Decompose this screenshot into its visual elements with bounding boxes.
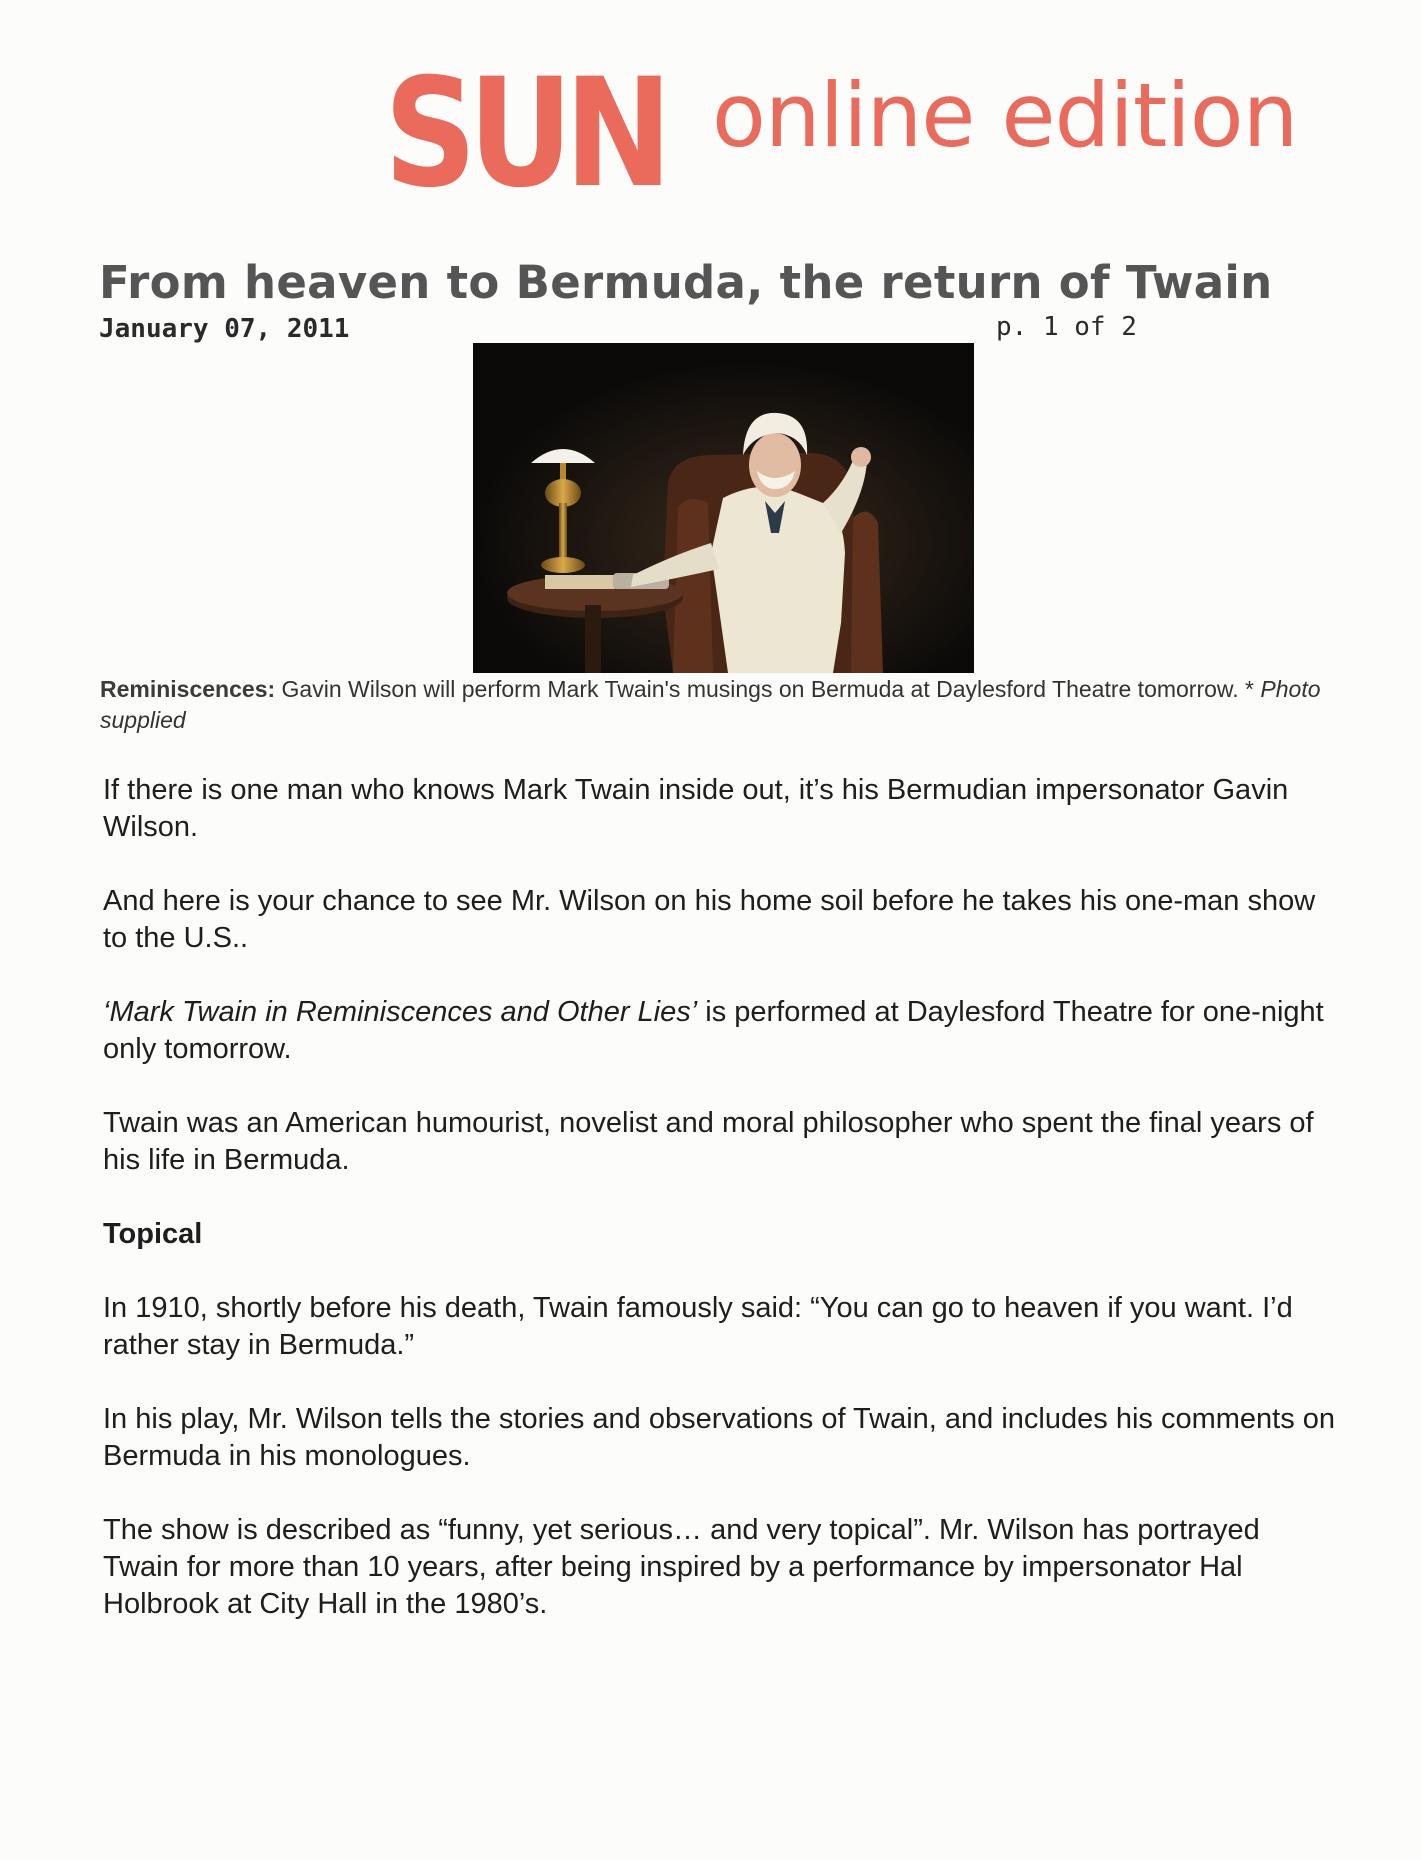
play-title: ‘Mark Twain in Reminiscences and Other Lies’ — [103, 996, 698, 1028]
paragraph-text: is performed at Daylesford Theatre for one-night only tomorrow. — [103, 996, 1324, 1065]
sun-logo: SUN — [384, 47, 664, 221]
section-subheading: Topical — [103, 1218, 203, 1250]
paragraph: In his play, Mr. Wilson tells the stories and observations of Twain, and includes his comments on Bermuda in his monologues. — [103, 1403, 1336, 1472]
caption-lead: Reminiscences: — [100, 676, 276, 702]
paragraph — [103, 994, 1343, 1068]
paragraph: And here is your chance to see Mr. Wilson on his home soil before he takes his one-man show to the U.S.. — [103, 885, 1316, 954]
twain-performer-image — [473, 343, 974, 673]
paragraph: If there is one man who knows Mark Twain inside out, it’s his Bermudian impersonator Gavin Wilson. — [103, 774, 1289, 843]
photo-caption — [100, 674, 1330, 736]
edition-label: online edition — [712, 64, 1298, 167]
article-headline: From heaven to Bermuda, the return of Twain — [99, 256, 1273, 309]
paragraph: Twain was an American humourist, novelist and moral philosopher who spent the final years of his life in Bermuda. — [103, 1107, 1314, 1176]
paragraph: In 1910, shortly before his death, Twain famously said: “You can go to heaven if you want. I’d rather stay in Bermuda.” — [103, 1292, 1293, 1361]
article-body — [103, 772, 1343, 1660]
article-photo — [473, 343, 974, 673]
page-indicator: p. 1 of 2 — [996, 312, 1137, 342]
article-date: January 07, 2011 — [99, 314, 350, 344]
caption-credit: Photo supplied — [100, 676, 1321, 733]
paragraph: The show is described as “funny, yet serious… and very topical”. Mr. Wilson has portrayed Twain for more than 10 years, after being inspired by a performance by impersonator Hal Holbrook at City Hall in the 1980’s. — [103, 1514, 1260, 1620]
caption-text: Gavin Wilson will perform Mark Twain's musings on Bermuda at Daylesford Theatre tomorrow. * — [275, 676, 1261, 702]
